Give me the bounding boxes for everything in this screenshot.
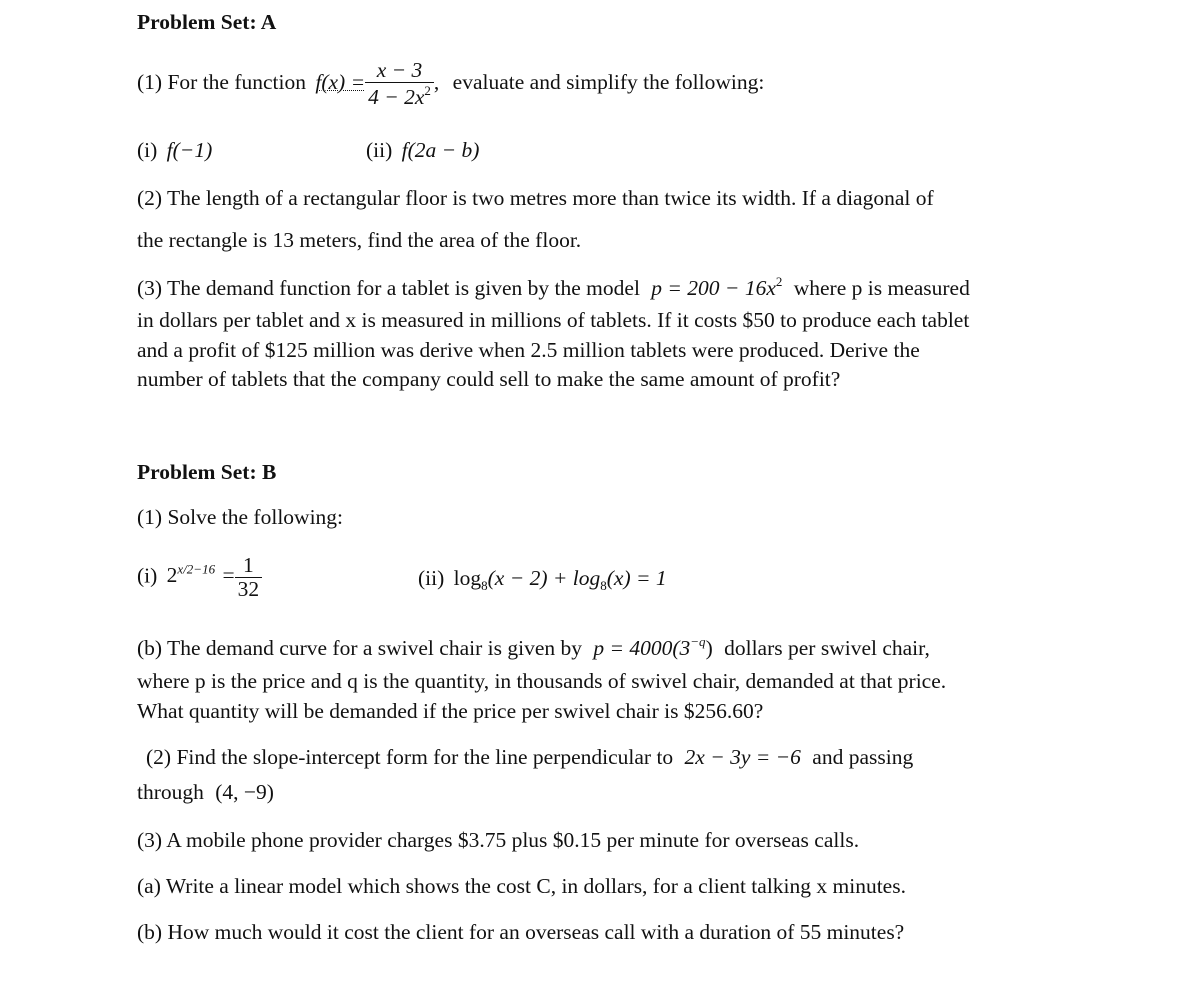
set-b-q1-part-ii-base2: 8 [600,578,607,593]
set-b-q1-part-ii-base1: 8 [481,578,488,593]
set-b-q3-part-b: (b) How much would it cost the client for an overseas call with a duration of 55 minutes? [137,920,905,944]
set-b-q1-part-ii [418,568,667,592]
set-b-q1-part-i-label: (i) [137,563,158,588]
set-a-q1-part-ii-label: (ii) [366,138,393,162]
set-b-q2-through: through [137,780,204,804]
set-a-q2-line1: (2) The length of a rectangular floor is two metres more than twice its width. If a diagonal of [137,186,934,210]
set-b-q3-line1: (3) A mobile phone provider charges $3.75 plus $0.15 per minute for overseas calls. [137,828,860,852]
set-b-qb-text: (b) The demand curve for a swivel chair is given by [137,636,582,660]
set-a-q1-parts [137,140,212,162]
set-b-q1-intro: (1) Solve the following: [137,505,344,529]
set-a-q3-equation: p = 200 − 16x [651,276,776,300]
set-a-q1 [137,60,764,108]
set-a-q3-text-end: where p is measured [793,276,970,300]
set-b-qb-line3: What quantity will be demanded if the price per swivel chair is $256.60? [137,699,764,723]
set-a-q1-part-i-expr: f(−1) [166,138,213,162]
set-b-q1-part-ii-label: (ii) [418,566,445,590]
set-a-q1-part-ii-expr: f(2a − b) [401,138,480,162]
set-b-title: Problem Set: B [137,460,277,484]
set-a-q1-text: For the function [167,69,306,94]
set-b-qb-equation: p = 4000(3 [593,636,691,660]
set-b-q2-equation: 2x − 3y = −6 [684,745,801,769]
set-b-q2-point: (4, −9) [215,780,274,804]
set-a-q1-part-i-label: (i) [137,138,158,162]
set-a-q3-line3: and a profit of $125 million was derive when 2.5 million tablets were produced. Derive the [137,338,920,362]
set-a-q3-text: (3) The demand function for a tablet is given by the model [137,276,640,300]
set-a-q3-line4: number of tablets that the company could sell to make the same amount of profit? [137,367,841,391]
set-a-title: Problem Set: A [137,10,277,34]
set-a-q1-number: (1) [137,69,163,94]
set-b-qb-text-end: dollars per swivel chair, [724,636,930,660]
set-b-q1-part-ii-log1: log [453,566,482,590]
set-b-q1-part-i-fraction [235,555,263,600]
set-a-q3-line1 [137,275,970,300]
set-b-q1-part-ii-end: (x) = 1 [606,566,667,590]
set-a-q1-function: f(x) = [315,69,366,94]
set-b-q1-part-i-numerator: 1 [242,553,254,577]
set-a-q1-fraction [365,60,434,108]
set-a-q3-equation-exponent: 2 [775,274,783,289]
set-b-q3-part-a: (a) Write a linear model which shows the cost C, in dollars, for a client talking x minutes. [137,874,906,898]
set-a-q3-line2: in dollars per tablet and x is measured in millions of tablets. If it costs $50 to produce each tablet [137,308,970,332]
set-b-qb-line2: where p is the price and q is the quantity, in thousands of swivel chair, demanded at that price. [137,669,947,693]
set-b-qb-equation-close: ) [705,636,713,660]
set-a-q1-denominator: $4 - 2x^2$ [365,82,434,109]
set-a-q1-den-exponent: 2 [424,82,431,98]
set-a-q2-line2: the rectangle is 13 meters, find the area of the floor. [137,228,582,252]
set-b-q1-part-i-denominator: 32 [235,577,263,601]
set-b-q1-part-i [137,555,262,600]
set-a-q1-numerator: x − 3 [376,58,423,82]
set-a-q1-instruction: evaluate and simplify the following: [452,69,765,94]
set-b-q1-part-ii-mid: (x − 2) + log [487,566,601,590]
set-b-q2-text-end: and passing [812,745,914,769]
set-b-qb-line1 [137,635,930,660]
set-b-qb-equation-exponent: −q [690,634,706,649]
set-b-q2-line1 [146,747,913,769]
set-b-q2-line2 [137,782,274,804]
set-b-q2-text: (2) Find the slope-intercept form for the line perpendicular to [146,745,674,769]
set-b-q1-part-i-base: 2 [166,563,178,588]
set-b-q1-part-i-exponent: x/2−16 [177,561,216,577]
set-b-q1-part-i-equals: = [222,563,235,588]
set-a-q1-comma: , [433,69,440,94]
set-a-q1-part-ii [366,140,479,162]
